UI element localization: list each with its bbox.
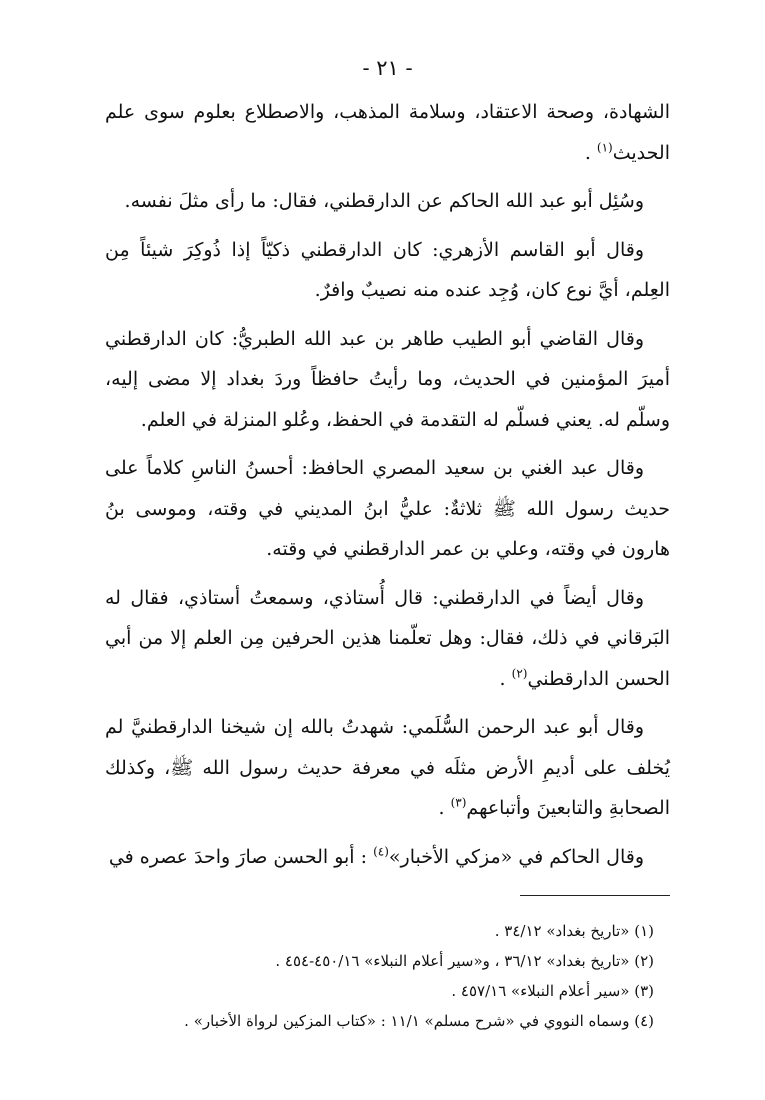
footnote-ref-4: (٤) xyxy=(373,844,389,859)
paragraph-1 xyxy=(105,92,670,173)
paragraph-8 xyxy=(105,837,670,878)
paragraph-6 xyxy=(105,578,670,700)
footnote-separator xyxy=(520,895,670,896)
page-number: - ٢١ - xyxy=(362,56,413,80)
paragraph-8-text: وقال الحاكم في «مزكي الأخبار» xyxy=(388,845,644,868)
footnotes xyxy=(105,916,670,1036)
paragraph-1-end: . xyxy=(584,141,597,164)
paragraph-8-tail: : أبو الحسن صارَ واحدَ عصره في xyxy=(108,845,368,868)
footnote-4: (٤) وسماه النووي في «شرح مسلم» ١١/١ : «كتاب المزكين لرواة الأخبار» . xyxy=(184,1012,654,1030)
footnote-3: (٣) «سير أعلام النبلاء» ٤٥٧/١٦ . xyxy=(451,982,654,1000)
footnote-1: (١) «تاريخ بغداد» ٣٤/١٢ . xyxy=(494,922,654,940)
paragraph-3: وقال أبو القاسم الأزهري: كان الدارقطني ذكيّاً إذا ذُوكِرَ شيئاً مِن العِلم، أيَّ نوع كان، وُجِد عنده منه نصيبٌ وافرٌ. xyxy=(105,238,670,301)
body-text xyxy=(105,92,670,877)
paragraph-7-text: وقال أبو عبد الرحمن السُّلَمي: شهدتُ بالله إن شيخنا الدارقطنيَّ لم يُخلف على أديمِ الأرض مثلَه في معرفة حديث رسول الله ﷺ، وكذلك الصحابةِ والتابعينَ وأتباعهم xyxy=(105,716,670,819)
footnote-ref-3: (٣) xyxy=(450,795,467,810)
paragraph-7 xyxy=(105,707,670,829)
footnote-2: (٢) «تاريخ بغداد» ٣٦/١٢ ، و«سير أعلام النبلاء» ٤٥٠/١٦-٤٥٤ . xyxy=(275,952,654,970)
paragraph-4: وقال القاضي أبو الطيب طاهر بن عبد الله الطبريُّ: كان الدارقطني أميرَ المؤمنين في الحديث، وما رأيتُ حافظاً وردَ بغداد إلا مضى إليه، وسلّم له. يعني فسلّم له التقدمة في الحفظ، وعُلو المنزلة في العلم. xyxy=(105,327,670,431)
paragraph-2: وسُئِل أبو عبد الله الحاكم عن الدارقطني، فقال: ما رأى مثلَ نفسه. xyxy=(124,190,644,212)
paragraph-1-text: الشهادة، وصحة الاعتقاد، وسلامة المذهب، والاصطلاع بعلوم سوى علم الحديث xyxy=(105,101,670,164)
paragraph-7-end: . xyxy=(438,797,451,819)
paragraph-6-text: وقال أيضاً في الدارقطني: قال أُستاذي، وسمعتُ أستاذي، فقال له البَرقاني في ذلك، فقال: وهل تعلّمنا هذين الحرفين مِن العلم إلا من أبي الحسن الدارقطني xyxy=(105,586,670,690)
paragraph-6-end: . xyxy=(499,667,512,690)
footnote-ref-2: (٢) xyxy=(511,666,528,681)
footnote-ref-1: (١) xyxy=(596,140,613,155)
paragraph-5: وقال عبد الغني بن سعيد المصري الحافظ: أحسنُ الناسِ كلاماً على حديث رسول الله ﷺ ثلاثةٌ: عليُّ ابنُ المديني في وقته، وموسى بنُ هارون في وقته، وعلي بن عمر الدارقطني في وقته. xyxy=(105,457,670,560)
